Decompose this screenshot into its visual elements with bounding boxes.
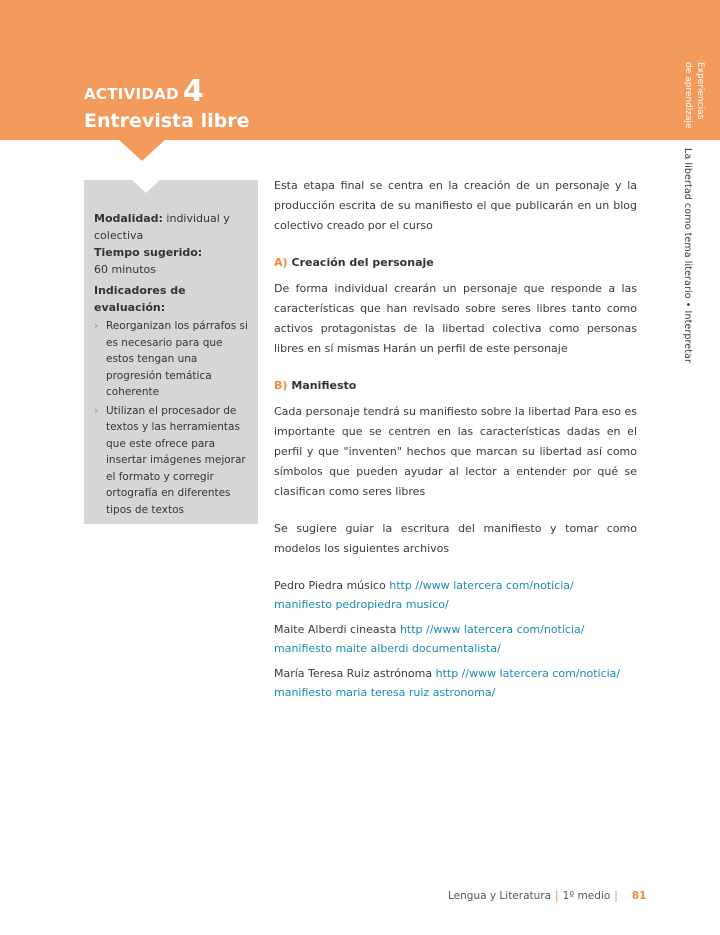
footer-subject: Lengua y Literatura xyxy=(448,890,552,902)
section-b-title: Manifiesto xyxy=(291,379,357,392)
reference-item xyxy=(274,576,637,614)
indicator-item: › Reorganizan los párrafos si es necesario para que estos tengan una progresión temática coherente xyxy=(94,318,248,401)
info-box-notch xyxy=(132,180,160,193)
reference-link[interactable]: http //www latercera com/noticia/ xyxy=(399,623,585,636)
activity-label xyxy=(84,74,204,109)
section-a-heading xyxy=(274,253,637,273)
reference-person: Maite Alberdi cineasta xyxy=(274,623,400,636)
reference-link[interactable]: manifiesto maria teresa ruiz astronoma/ xyxy=(274,686,496,699)
reference-item xyxy=(274,620,637,658)
indicator-item: › Utilizan el procesador de textos y las herramientas que este ofrece para insertar imágenes mejorar el formato y corregir ortografía en diferentes tipos de textos xyxy=(94,403,248,519)
theme-side-label: La libertad como tema literario • Interpretar xyxy=(682,148,693,363)
modality-value: individual y colectiva xyxy=(94,212,230,242)
indicators-label: Indicadores de evaluación: xyxy=(94,284,186,314)
footer-separator: | xyxy=(614,890,618,902)
section-a-paragraph: De forma individual crearán un personaje que responde a las características que han revisado sobre seres libres tanto como activos protagonistas de la libertad colectiva como personas libres en sí mismas Harán un perfil de este personaje xyxy=(274,282,637,355)
activity-word: ACTIVIDAD xyxy=(84,85,179,103)
reference-link[interactable]: http //www latercera com/noticia/ xyxy=(389,579,574,592)
section-b-paragraph: Cada personaje tendrá su manifiesto sobre la libertad Para eso es importante que se centren en las características dadas en el perfil y que "inventen" hechos que marcan su libertad así como símbolos que pueden ayudar al lector a entender por qué se clasifican como seres libres xyxy=(274,405,637,498)
modality xyxy=(94,210,248,244)
banner-notch xyxy=(118,139,166,161)
reference-item xyxy=(274,664,637,702)
main-content xyxy=(274,176,637,702)
section-a-title: Creación del personaje xyxy=(291,256,434,269)
reference-link[interactable]: manifiesto pedropiedra musico/ xyxy=(274,598,449,611)
footer-level: 1º medio xyxy=(562,890,611,902)
suggestion-paragraph: Se sugiere guiar la escritura del manifiesto y tomar como modelos los siguientes archivos xyxy=(274,522,637,555)
reference-person: Pedro Piedra músico xyxy=(274,579,390,592)
footer-separator: | xyxy=(555,890,559,902)
reference-link[interactable]: http //www latercera com/noticia/ xyxy=(435,667,621,680)
page-number: 81 xyxy=(631,890,647,902)
section-side-label xyxy=(680,62,710,134)
section-a-letter: A) xyxy=(274,256,288,269)
modality-label: Modalidad: xyxy=(94,212,163,225)
intro-paragraph: Esta etapa final se centra en la creación de un personaje y la producción escrita de su manifiesto el que publicarán en un blog colectivo creado por el curso xyxy=(274,179,637,232)
page-footer xyxy=(448,890,646,902)
activity-number: 4 xyxy=(182,74,205,109)
side-label-line2: de aprendizaje xyxy=(683,62,693,129)
section-b-letter: B) xyxy=(274,379,288,392)
side-label-line1: Experiencias xyxy=(695,62,705,120)
reference-link[interactable]: manifiesto maite alberdi documentalista/ xyxy=(274,642,501,655)
indicators-list xyxy=(94,318,248,518)
time-value: 60 minutos xyxy=(94,263,156,276)
activity-info-box xyxy=(84,180,258,524)
reference-person: María Teresa Ruiz astrónoma xyxy=(274,667,436,680)
section-b-heading xyxy=(274,376,637,396)
time-label: Tiempo sugerido: xyxy=(94,246,203,259)
activity-title: Entrevista libre xyxy=(84,110,250,132)
